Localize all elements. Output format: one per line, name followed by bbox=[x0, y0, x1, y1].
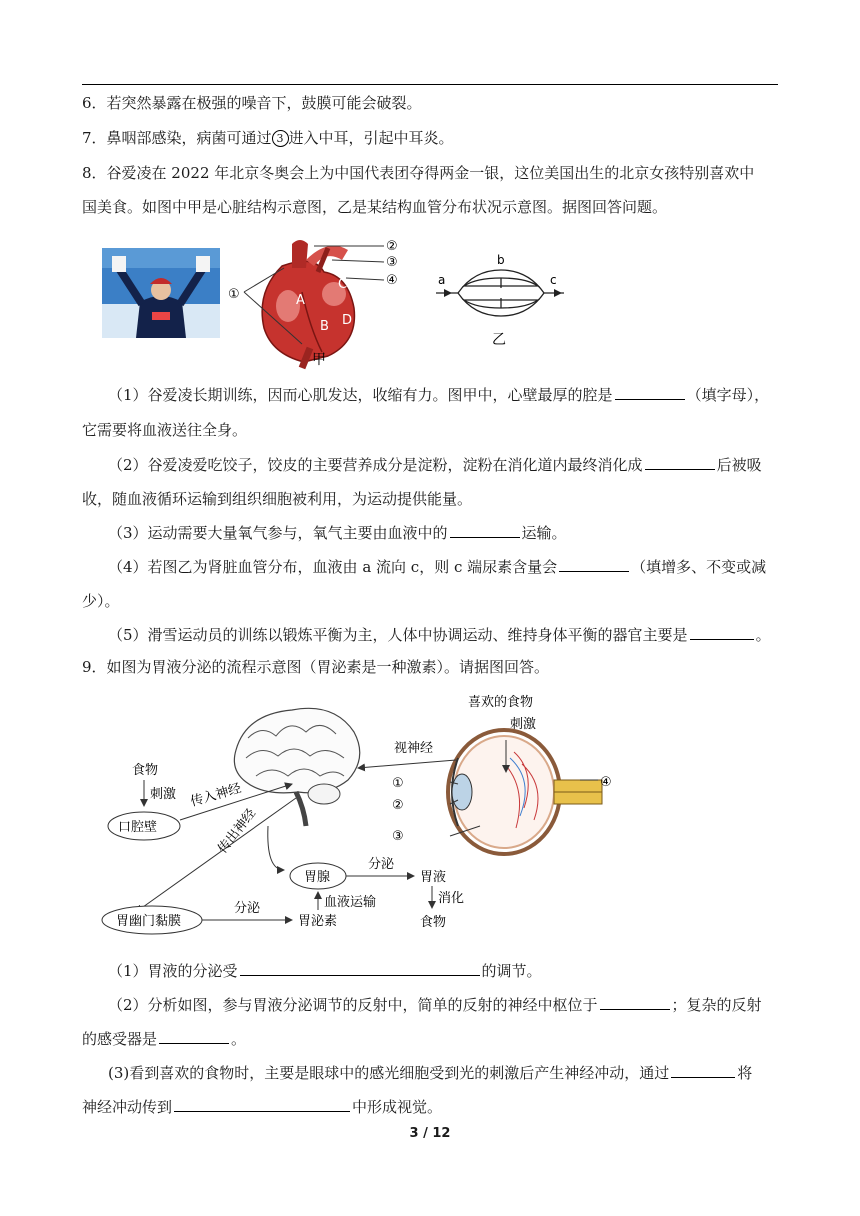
q9-s3-line2 bbox=[82, 1096, 442, 1118]
q9-s3-c: 神经冲动传到 bbox=[82, 1098, 173, 1116]
q9-s3-b: 将 bbox=[737, 1064, 753, 1082]
optic-nerve-label: 视神经 bbox=[394, 741, 434, 756]
answer-blank[interactable] bbox=[450, 522, 520, 538]
q8-s1-a: （1）谷爱凌长期训练，因而心肌发达，收缩有力。图甲中，心壁最厚的腔是 bbox=[108, 386, 613, 404]
food2-label: 食物 bbox=[420, 915, 447, 930]
heart-label-d: D bbox=[342, 313, 353, 328]
q9-s2-line1 bbox=[108, 994, 762, 1016]
q8-s1-line1 bbox=[108, 384, 769, 406]
q8-s3-a: （3）运动需要大量氧气参与，氧气主要由血液中的 bbox=[108, 524, 448, 542]
optic-nerve-arrow bbox=[358, 760, 456, 768]
q7-text bbox=[82, 127, 454, 149]
gastric-juice-label: 胃液 bbox=[420, 870, 447, 885]
q8-s4-line1 bbox=[108, 556, 766, 578]
q8-figure bbox=[96, 232, 576, 374]
pyloric-label: 胃幽门黏膜 bbox=[116, 914, 182, 929]
heart-label-c: C bbox=[338, 277, 348, 292]
stimulus2-label: 刺激 bbox=[150, 787, 177, 802]
eye-diagram bbox=[448, 730, 602, 854]
q9-s2-line2 bbox=[82, 1028, 246, 1050]
gastrin-label: 胃泌素 bbox=[298, 914, 338, 929]
blood-transport-label: 血液运输 bbox=[324, 895, 377, 910]
callout-4: ④ bbox=[386, 273, 398, 288]
q8-s1-b: （填字母）， bbox=[686, 386, 770, 404]
q8-intro-line1: 8．谷爱凌在 2022 年北京冬奥会上为中国代表团夺得两金一银，这位美国出生的北京女孩特别喜欢中 bbox=[82, 164, 755, 182]
callout-1: ① bbox=[228, 287, 240, 302]
q9-s3-a: (3)看到喜欢的食物时，主要是眼球中的感光细胞受到光的刺激后产生神经冲动，通过 bbox=[108, 1064, 670, 1082]
heart-label-b: B bbox=[320, 319, 329, 334]
secrete1-label: 分泌 bbox=[368, 857, 395, 872]
q8-s4-b: （填增多、不变或减 bbox=[631, 558, 767, 576]
answer-blank[interactable] bbox=[559, 556, 629, 572]
heart-label-a: A bbox=[296, 293, 305, 308]
header-rule bbox=[82, 84, 778, 85]
eye-callout-2: ② bbox=[392, 798, 404, 813]
q8-s5-line bbox=[108, 624, 771, 646]
q8-s2-line2: 收，随血液循环运输到组织细胞被利用，为运动提供能量。 bbox=[82, 490, 473, 508]
q8-s5-a: （5）滑雪运动员的训练以锻炼平衡为主，人体中协调运动、维持身体平衡的器官主要是 bbox=[108, 626, 688, 644]
q9-s2-b: ；复杂的反射 bbox=[671, 996, 762, 1014]
q7-part2: 进入中耳，引起中耳炎。 bbox=[288, 129, 454, 147]
athlete-photo bbox=[102, 248, 220, 338]
q9-figure bbox=[96, 688, 616, 950]
answer-blank[interactable] bbox=[240, 960, 480, 976]
q8-s4-line2: 少）。 bbox=[82, 592, 120, 610]
q8-s3-b: 运输。 bbox=[521, 524, 567, 542]
vessel-label-a: a bbox=[438, 273, 446, 287]
stimulus-label: 刺激 bbox=[510, 717, 537, 732]
q9-s1-line bbox=[108, 960, 542, 982]
brain-diagram bbox=[234, 708, 359, 826]
afferent-label: 传入神经 bbox=[188, 781, 244, 810]
mouth-wall-label: 口腔壁 bbox=[118, 820, 158, 835]
vessel-diagram bbox=[436, 270, 564, 316]
q9-s2-d: 。 bbox=[231, 1030, 247, 1048]
vessel-caption: 乙 bbox=[492, 332, 506, 348]
callout-2: ② bbox=[386, 239, 398, 254]
q9-s2-c: 的感受器是 bbox=[82, 1030, 158, 1048]
answer-blank[interactable] bbox=[645, 454, 715, 470]
eye-callout-1: ① bbox=[392, 776, 404, 791]
secrete2-label: 分泌 bbox=[234, 901, 261, 916]
callout-3: ③ bbox=[386, 255, 398, 270]
q8-s2-line1 bbox=[108, 454, 762, 476]
q9-s1-b: 的调节。 bbox=[481, 962, 542, 980]
eye-callout-3: ③ bbox=[392, 829, 404, 844]
q8-s2-a: （2）谷爱凌爱吃饺子，饺皮的主要营养成分是淀粉，淀粉在消化道内最终消化成 bbox=[108, 456, 643, 474]
q8-s2-b: 后被吸 bbox=[716, 456, 762, 474]
answer-blank[interactable] bbox=[615, 384, 685, 400]
gastric-gland-label: 胃腺 bbox=[304, 870, 331, 885]
q8-s1-line2: 它需要将血液送往全身。 bbox=[82, 421, 248, 439]
answer-blank[interactable] bbox=[671, 1062, 735, 1078]
vessel-label-c: c bbox=[550, 273, 557, 287]
efferent-label: 传出神经 bbox=[215, 806, 260, 857]
q9-s2-a: （2）分析如图，参与胃液分泌调节的反射中，简单的反射的神经中枢位于 bbox=[108, 996, 598, 1014]
fav-food-label: 喜欢的食物 bbox=[468, 695, 534, 710]
answer-blank[interactable] bbox=[174, 1096, 350, 1112]
q7-part1: 7．鼻咽部感染，病菌可通过 bbox=[82, 129, 272, 147]
circled-number: 3 bbox=[272, 130, 289, 147]
digest-label: 消化 bbox=[438, 891, 465, 906]
heart-diagram bbox=[262, 240, 354, 368]
q8-s5-b: 。 bbox=[755, 626, 771, 644]
q9-s3-line1 bbox=[108, 1062, 752, 1084]
q9-intro: 9．如图为胃液分泌的流程示意图（胃泌素是一种激素）。请据图回答。 bbox=[82, 658, 550, 676]
food-label: 食物 bbox=[132, 763, 159, 778]
answer-blank[interactable] bbox=[159, 1028, 229, 1044]
answer-blank[interactable] bbox=[690, 624, 754, 640]
vessel-label-b: b bbox=[497, 253, 505, 267]
q9-s1-a: （1）胃液的分泌受 bbox=[108, 962, 238, 980]
eye-callout-4: ④ bbox=[600, 775, 612, 790]
answer-blank[interactable] bbox=[600, 994, 670, 1010]
q8-intro-line2: 国美食。如图中甲是心脏结构示意图，乙是某结构血管分布状况示意图。据图回答问题。 bbox=[82, 198, 668, 216]
q6-text: 6．若突然暴露在极强的噪音下，鼓膜可能会破裂。 bbox=[82, 94, 422, 112]
q8-s4-a: （4）若图乙为肾脏血管分布，血液由 a 流向 c，则 c 端尿素含量会 bbox=[108, 558, 558, 576]
heart-caption: 甲 bbox=[312, 352, 326, 368]
q9-s3-d: 中形成视觉。 bbox=[352, 1098, 443, 1116]
q8-s3-line bbox=[108, 522, 567, 544]
page-number: 3 / 12 bbox=[409, 1126, 451, 1141]
